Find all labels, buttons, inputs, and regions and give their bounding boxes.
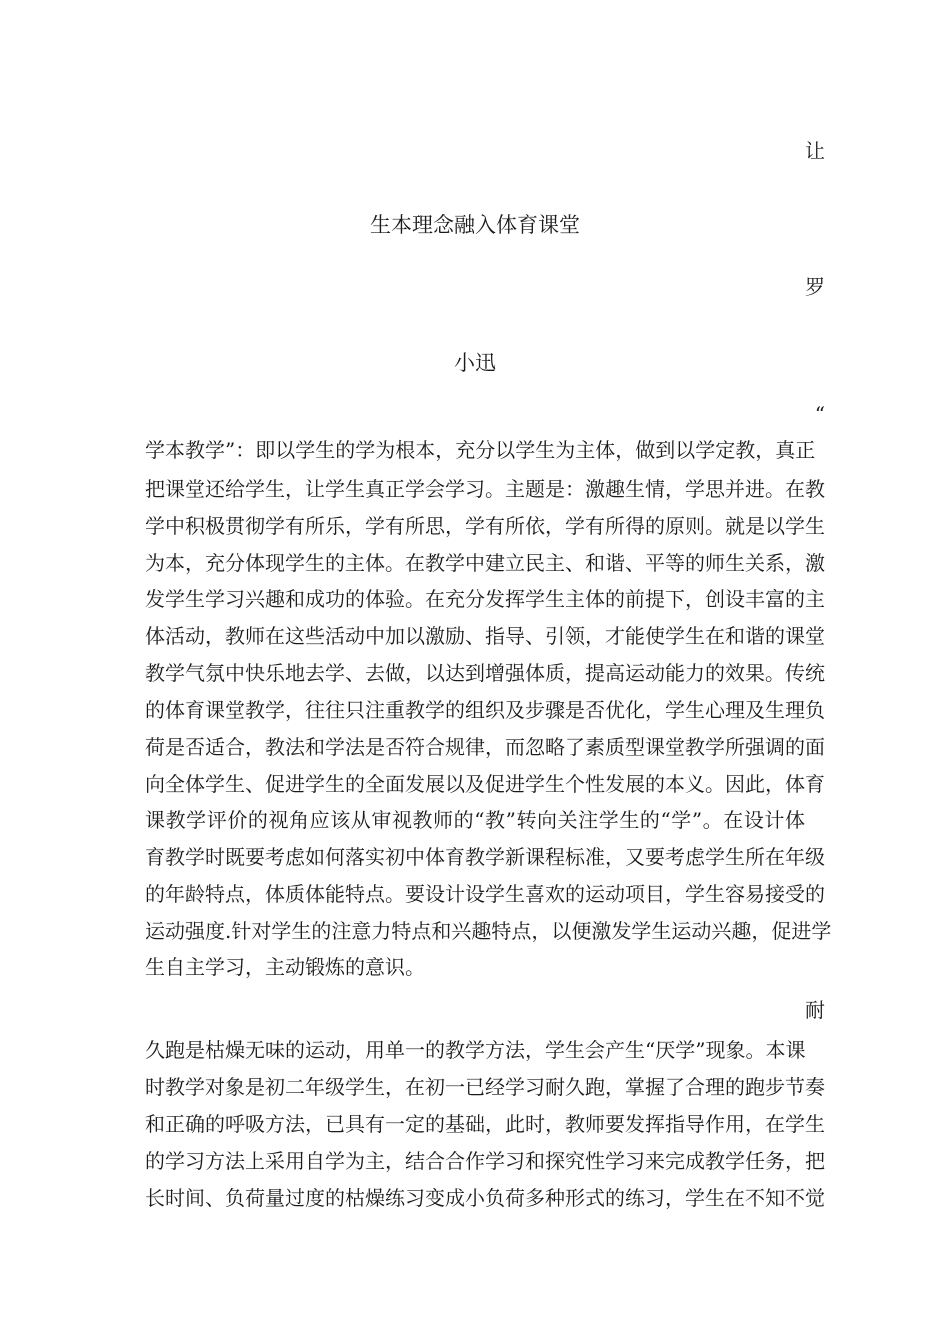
paragraph-1-line: 的年龄特点，体质体能特点。要设计设学生喜欢的运动项目，学生容易接受的 [145, 882, 825, 906]
author-first-char: 罗 [805, 275, 825, 299]
paragraph-1-lead: “ [814, 402, 825, 426]
paragraph-1-line: 学本教学”：即以学生的学为根本，充分以学生为主体，做到以学定教，真正 [145, 438, 816, 462]
title-first-char: 让 [805, 139, 825, 163]
page-title: 生本理念融入体育课堂 [370, 213, 580, 237]
paragraph-1-line: 育教学时既要考虑如何落实初中体育教学新课程标准，又要考虑学生所在年级 [145, 845, 825, 869]
paragraph-2-line: 的学习方法上采用自学为主，结合合作学习和探究性学习来完成教学任务，把 [145, 1149, 825, 1173]
author-name: 小迅 [454, 351, 496, 375]
paragraph-1-line: 生自主学习，主动锻炼的意识。 [145, 955, 425, 979]
paragraph-2-line: 久跑是枯燥无味的运动，用单一的教学方法，学生会产生“厌学”现象。本课 [145, 1038, 806, 1062]
paragraph-1-line: 向全体学生、促进学生的全面发展以及促进学生个性发展的本义。因此，体育 [145, 772, 825, 796]
paragraph-1-line: 课教学评价的视角应该从审视教师的“教”转向关注学生的“学”。在设计体 [145, 808, 805, 832]
paragraph-1-line: 为本，充分体现学生的主体。在教学中建立民主、和谐、平等的师生关系，激 [145, 551, 825, 575]
paragraph-1-line: 体活动，教师在这些活动中加以激励、指导、引领，才能使学生在和谐的课堂 [145, 624, 825, 648]
paragraph-1-line: 的体育课堂教学，往往只注重教学的组织及步骤是否优化，学生心理及生理负 [145, 698, 825, 722]
paragraph-1-line: 学中积极贯彻学有所乐，学有所思，学有所依，学有所得的原则。就是以学生 [145, 514, 825, 538]
paragraph-2-line: 时教学对象是初二年级学生，在初一已经学习耐久跑，掌握了合理的跑步节奏 [145, 1075, 825, 1099]
paragraph-1-line: 把课堂还给学生，让学生真正学会学习。主题是：激趣生情，学思并进。在教 [145, 477, 825, 501]
paragraph-2-line: 长时间、负荷量过度的枯燥练习变成小负荷多种形式的练习，学生在不知不觉 [145, 1186, 825, 1210]
paragraph-1-line: 发学生学习兴趣和成功的体验。在充分发挥学生主体的前提下，创设丰富的主 [145, 587, 825, 611]
paragraph-2-lead: 耐 [805, 998, 825, 1022]
paragraph-1-line: 教学气氛中快乐地去学、去做，以达到增强体质，提高运动能力的效果。传统 [145, 661, 825, 685]
paragraph-1-line: 荷是否适合，教法和学法是否符合规律，而忽略了素质型课堂教学所强调的面 [145, 735, 825, 759]
paragraph-1-line: 运动强度.针对学生的注意力特点和兴趣特点，以便激发学生运动兴趣，促进学 [145, 919, 832, 943]
paragraph-2-line: 和正确的呼吸方法，已具有一定的基础，此时，教师要发挥指导作用，在学生 [145, 1112, 825, 1136]
